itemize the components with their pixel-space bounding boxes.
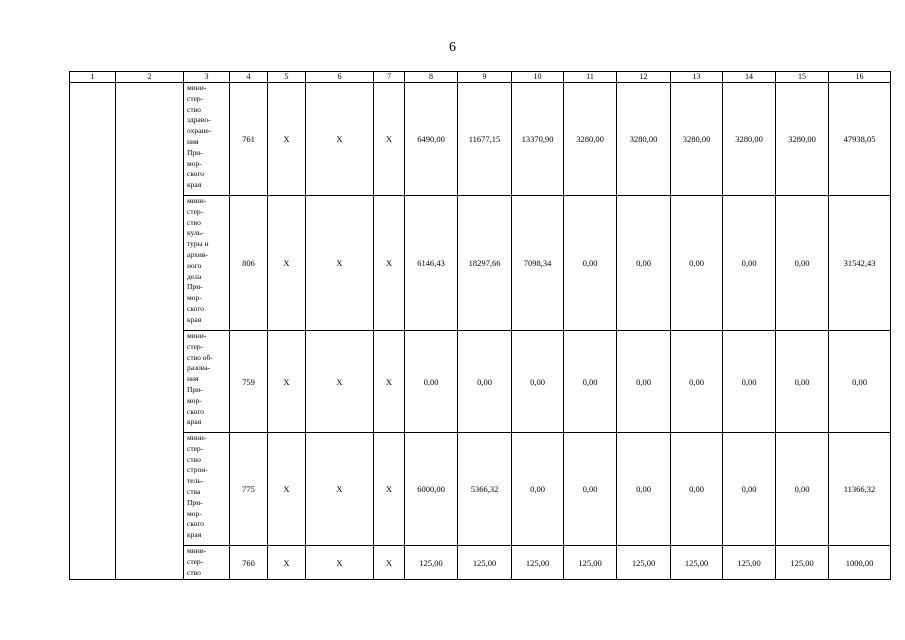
column-header: 10 [512, 72, 564, 83]
amount-cell: 125,00 [512, 546, 564, 580]
column-header: 6 [306, 72, 374, 83]
amount-cell: 3280,00 [671, 83, 723, 196]
amount-cell: 0,00 [458, 331, 512, 433]
total-cell: 0,00 [829, 331, 891, 433]
amount-cell: 125,00 [405, 546, 458, 580]
amount-cell: 0,00 [776, 196, 829, 331]
amount-cell: 125,00 [564, 546, 617, 580]
amount-cell: 0,00 [564, 196, 617, 331]
table-row [70, 83, 891, 196]
amount-cell: 11677,15 [458, 83, 512, 196]
amount-cell: 6490,00 [405, 83, 458, 196]
cell-x: X [306, 196, 374, 331]
total-cell: 11366,32 [829, 433, 891, 546]
total-cell: 1000,00 [829, 546, 891, 580]
amount-cell: 0,00 [671, 331, 723, 433]
amount-cell: 7098,34 [512, 196, 564, 331]
amount-cell: 125,00 [723, 546, 776, 580]
column-header: 11 [564, 72, 617, 83]
amount-cell: 0,00 [723, 331, 776, 433]
table-row [70, 546, 891, 580]
organization-name: мини- стер- ство строи- тель- ства При- мор- ского края [184, 433, 230, 546]
cell-x: X [306, 433, 374, 546]
amount-cell: 0,00 [617, 196, 671, 331]
department-code: 775 [230, 433, 268, 546]
amount-cell: 5366,32 [458, 433, 512, 546]
amount-cell: 0,00 [405, 331, 458, 433]
column-header: 14 [723, 72, 776, 83]
cell-x: X [306, 83, 374, 196]
cell-x: X [374, 83, 405, 196]
table-row [70, 196, 891, 331]
column-header: 3 [184, 72, 230, 83]
organization-name: мини- стер- ство об- разова- ния При- мор- ского края [184, 331, 230, 433]
amount-cell: 0,00 [617, 433, 671, 546]
amount-cell: 0,00 [776, 331, 829, 433]
amount-cell: 13370,90 [512, 83, 564, 196]
column-header: 8 [405, 72, 458, 83]
amount-cell: 3280,00 [617, 83, 671, 196]
blank-cell [70, 83, 116, 580]
amount-cell: 6146,43 [405, 196, 458, 331]
organization-name: мини- стер- ство здраво- охране- ния При- мор- ского края [184, 83, 230, 196]
column-header: 15 [776, 72, 829, 83]
amount-cell: 3280,00 [564, 83, 617, 196]
amount-cell: 3280,00 [776, 83, 829, 196]
column-number-row [70, 72, 891, 83]
cell-x: X [268, 83, 306, 196]
amount-cell: 0,00 [512, 433, 564, 546]
amount-cell: 0,00 [671, 196, 723, 331]
total-cell: 47938,05 [829, 83, 891, 196]
blank-cell [116, 83, 184, 580]
amount-cell: 0,00 [776, 433, 829, 546]
table-row [70, 433, 891, 546]
amount-cell: 125,00 [617, 546, 671, 580]
cell-x: X [374, 546, 405, 580]
department-code: 759 [230, 331, 268, 433]
cell-x: X [374, 433, 405, 546]
column-header: 1 [70, 72, 116, 83]
amount-cell: 0,00 [564, 331, 617, 433]
department-code: 761 [230, 83, 268, 196]
amount-cell: 0,00 [617, 331, 671, 433]
budget-table [69, 71, 891, 580]
column-header: 9 [458, 72, 512, 83]
amount-cell: 0,00 [723, 196, 776, 331]
amount-cell: 0,00 [564, 433, 617, 546]
total-cell: 31542,43 [829, 196, 891, 331]
cell-x: X [306, 331, 374, 433]
amount-cell: 125,00 [776, 546, 829, 580]
cell-x: X [374, 196, 405, 331]
amount-cell: 125,00 [458, 546, 512, 580]
organization-name: мини- стер- ство [184, 546, 230, 580]
amount-cell: 18297,66 [458, 196, 512, 331]
column-header: 13 [671, 72, 723, 83]
table-row [70, 331, 891, 433]
column-header: 7 [374, 72, 405, 83]
cell-x: X [306, 546, 374, 580]
cell-x: X [374, 331, 405, 433]
amount-cell: 0,00 [671, 433, 723, 546]
organization-name: мини- стер- ство куль- туры и архив- ного дела При- мор- ского края [184, 196, 230, 331]
department-code: 806 [230, 196, 268, 331]
column-header: 5 [268, 72, 306, 83]
amount-cell: 125,00 [671, 546, 723, 580]
amount-cell: 0,00 [723, 433, 776, 546]
cell-x: X [268, 331, 306, 433]
cell-x: X [268, 546, 306, 580]
column-header: 4 [230, 72, 268, 83]
cell-x: X [268, 196, 306, 331]
column-header: 2 [116, 72, 184, 83]
cell-x: X [268, 433, 306, 546]
department-code: 760 [230, 546, 268, 580]
amount-cell: 3280,00 [723, 83, 776, 196]
page-number: 6 [449, 40, 456, 55]
amount-cell: 0,00 [512, 331, 564, 433]
column-header: 12 [617, 72, 671, 83]
column-header: 16 [829, 72, 891, 83]
amount-cell: 6000,00 [405, 433, 458, 546]
